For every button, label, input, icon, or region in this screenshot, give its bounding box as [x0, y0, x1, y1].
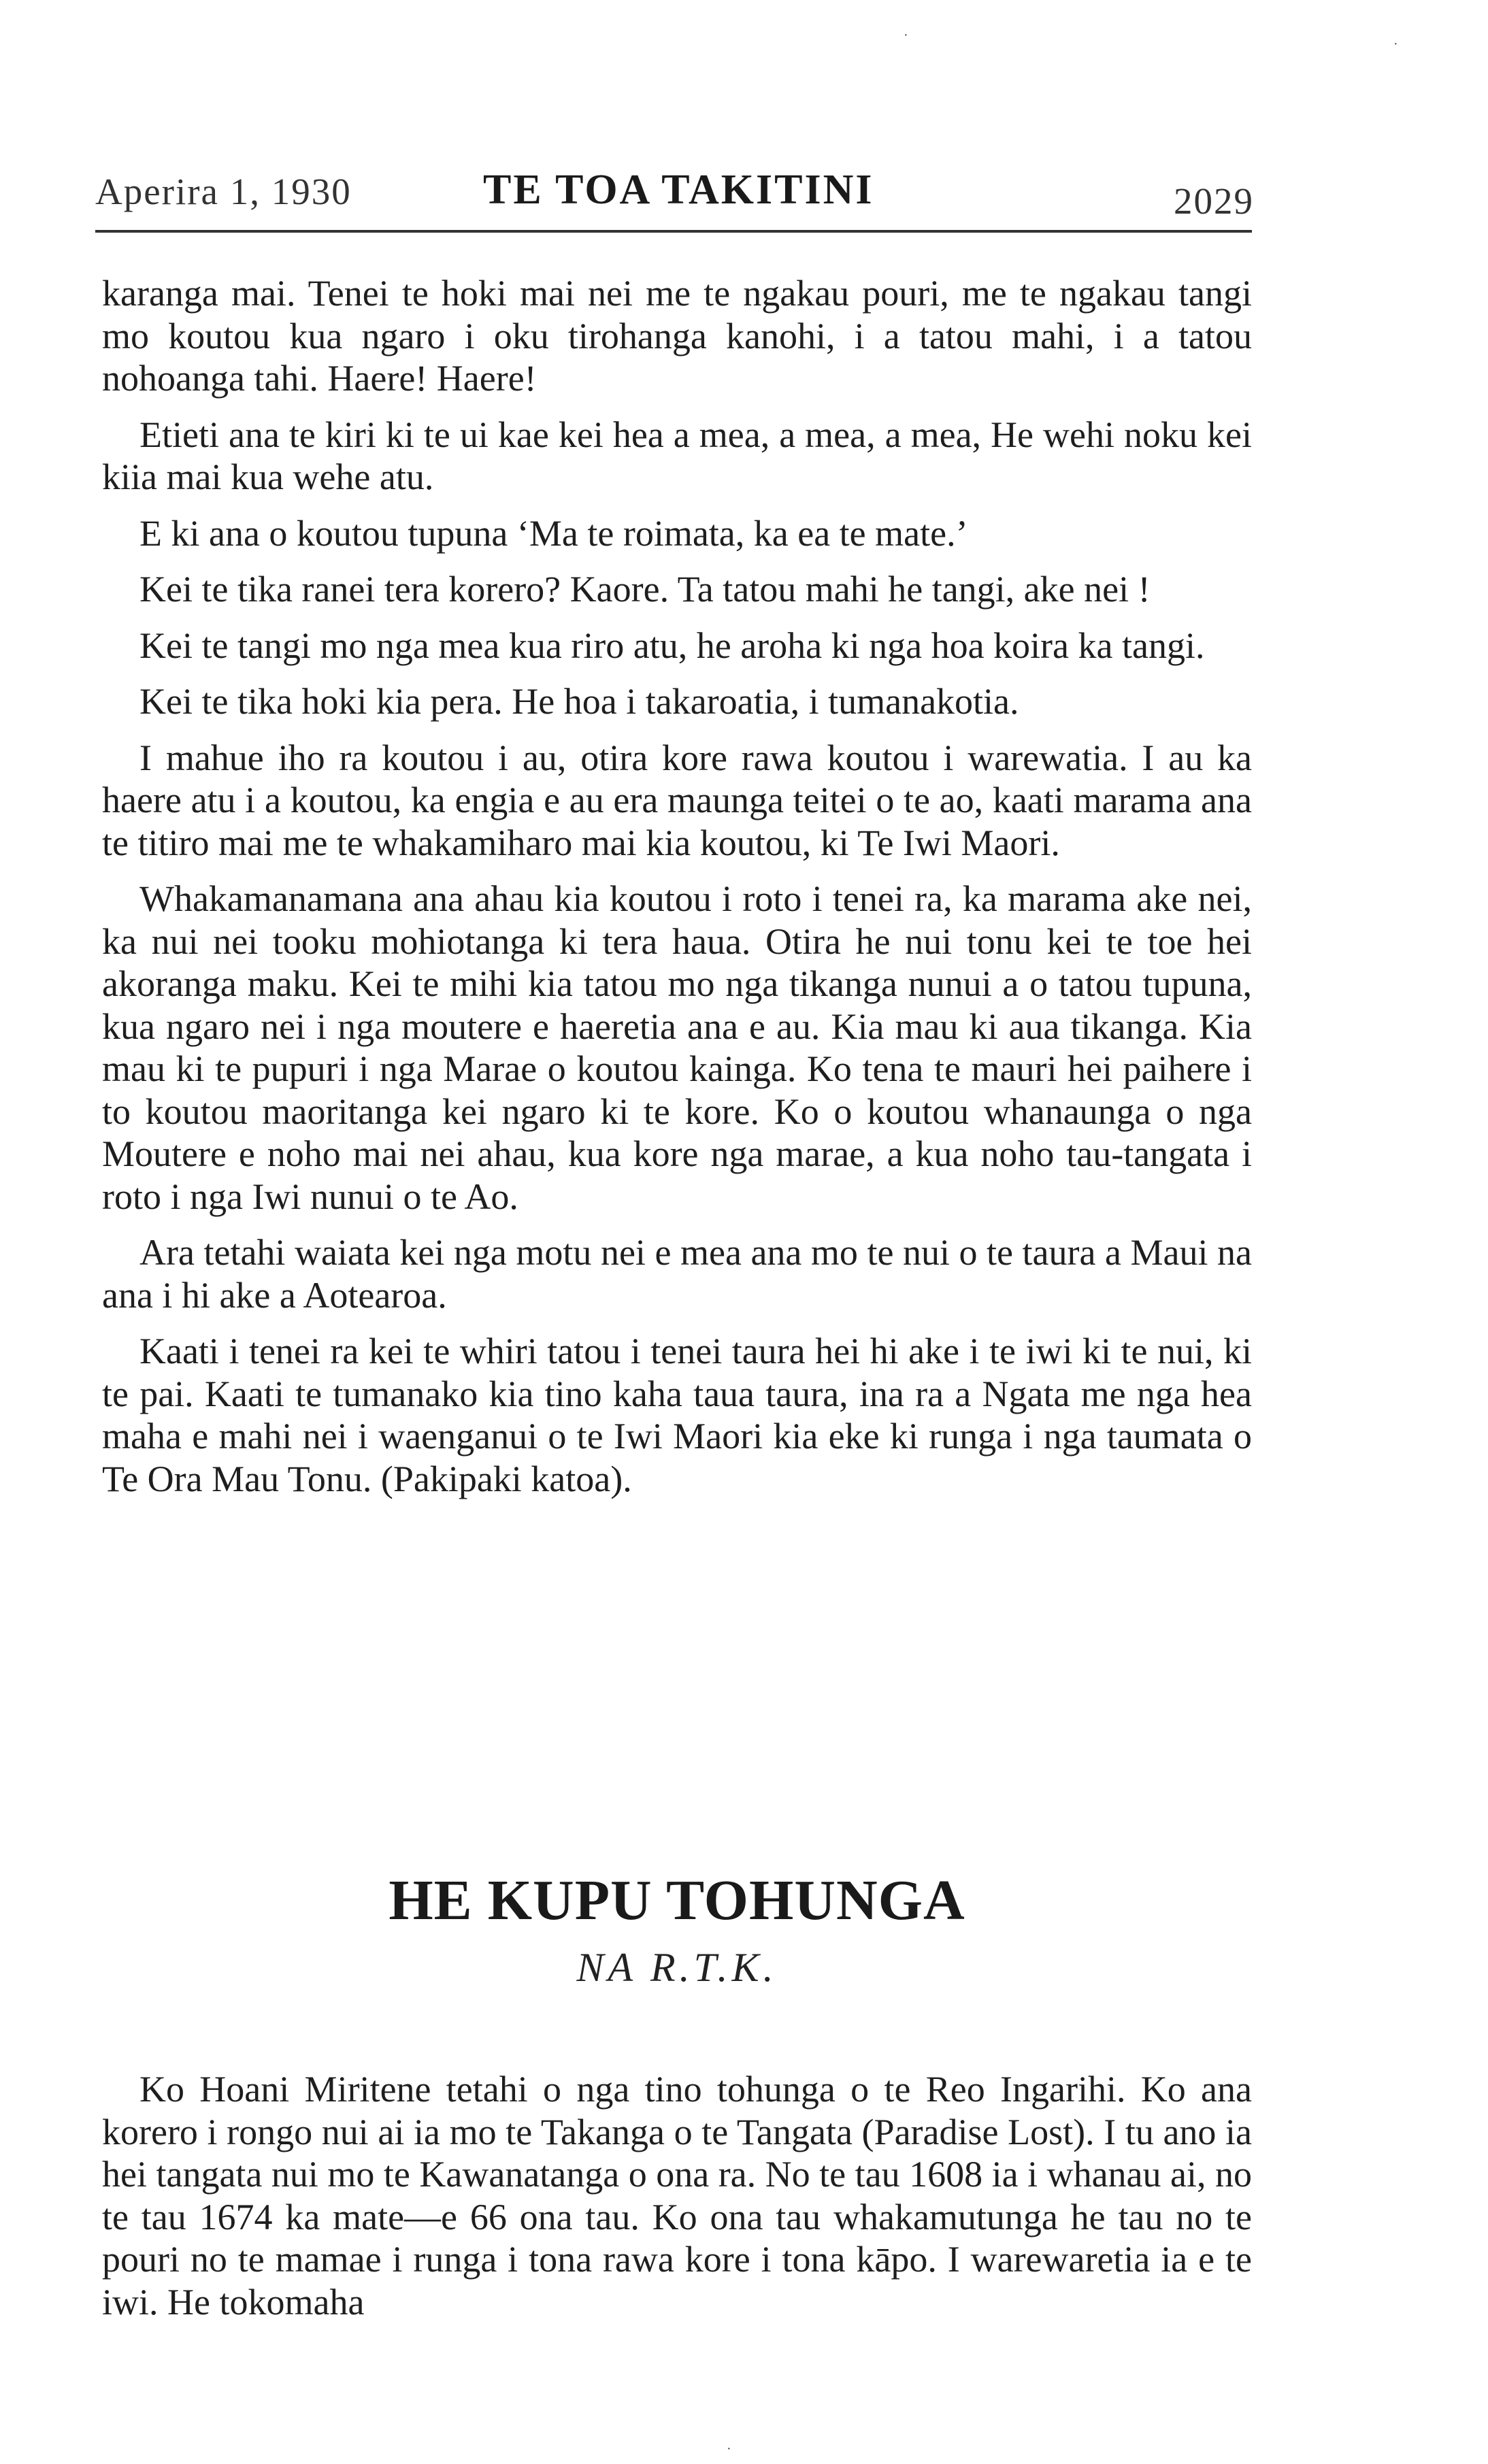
section-byline: NA R.T.K.: [576, 1945, 778, 1990]
paragraph: Kei te tika hoki kia pera. He hoa i takaroatia, i tumanakotia.: [139, 681, 1019, 722]
paragraph: Kaati i tenei ra kei te whiri tatou i tenei taura hei hi ake i te iwi ki te nui, ki te pai. Kaati te tumanako kia tino kaha taua taura, ina ra a Ngata me nga hea maha e mahi nei i waenganui o te Iwi Maori kia eke ki runga i nga taumata o Te Ora Mau Tonu. (Pakipaki katoa).: [102, 1331, 1252, 1499]
paragraph: E ki ana o koutou tupuna ‘Ma te roimata, ka ea te mate.’: [139, 512, 968, 554]
header-date: Aperira 1, 1930: [95, 171, 352, 212]
paragraph: Ko Hoani Miritene tetahi o nga tino tohunga o te Reo Ingarihi. Ko ana korero i rongo nui ai ia mo te Takanga o te Tangata (Paradise Lost). I tu ano ia hei tangata nui mo te Kawanatanga o ona ra. No te tau 1608 ia i whanau ai, no te tau 1674 ka mate—e 66 ona tau. Ko ona tau whakamutunga he tau no te pouri no te mamae i runga i tona rawa kore i tona kāpo. I warewaretia ia e te iwi. He tokomaha: [102, 2069, 1252, 2323]
paragraph: Etieti ana te kiri ki te ui kae kei hea a mea, a mea, a mea, He wehi noku kei kiia mai kua wehe atu.: [102, 414, 1252, 497]
header-title: TE TOA TAKITINI: [483, 167, 874, 213]
body-text: [102, 272, 1252, 1514]
print-speck: ·: [904, 28, 908, 43]
section-body-text: [102, 2068, 1252, 2323]
page-number: 2029: [1174, 180, 1254, 222]
paragraph: Kei te tangi mo nga mea kua riro atu, he aroha ki nga hoa koira ka tangi.: [139, 625, 1205, 666]
running-header: [95, 158, 1254, 222]
paragraph: karanga mai. Tenei te hoki mai nei me te ngakau pouri, me te ngakau tangi mo koutou kua ngaro i oku tirohanga kanohi, i a tatou mahi, i a tatou nohoanga tahi. Haere! Haere!: [102, 273, 1252, 399]
print-speck: ·: [727, 2442, 731, 2457]
paragraph: I mahue iho ra koutou i au, otira kore rawa koutou i warewatia. I au ka haere atu i a koutou, ka engia e au era maunga teitei o te ao, kaati marama ana te titiro mai me te whakamiharo mai kia koutou, ki Te Iwi Maori.: [102, 737, 1252, 863]
section-title: HE KUPU TOHUNGA: [388, 1869, 965, 1932]
print-speck: ·: [1393, 37, 1398, 52]
header-rule: [95, 230, 1252, 233]
paragraph: Kei te tika ranei tera korero? Kaore. Ta tatou mahi he tangi, ake nei !: [139, 569, 1151, 610]
paragraph: Ara tetahi waiata kei nga motu nei e mea ana mo te nui o te taura a Maui na ana i hi ake a Aotearoa.: [102, 1232, 1252, 1316]
paragraph: Whakamanamana ana ahau kia koutou i roto i tenei ra, ka marama ake nei, ka nui nei tooku mohiotanga ki tera haua. Otira he nui tonu kei te toe hei akoranga maku. Kei te mihi kia tatou mo nga tikanga nunui a o tatou tupuna, kua ngaro nei i nga moutere e haeretia ana e au. Kia mau ki aua tikanga. Kia mau ki te pupuri i nga Marae o koutou kainga. Ko tena te mauri hei paihere i to koutou maoritanga kei ngaro ki te kore. Ko o koutou whanaunga o nga Moutere e noho mai nei ahau, kua kore nga marae, a kua noho tau-tangata i roto i nga Iwi nunui o te Ao.: [102, 878, 1252, 1217]
